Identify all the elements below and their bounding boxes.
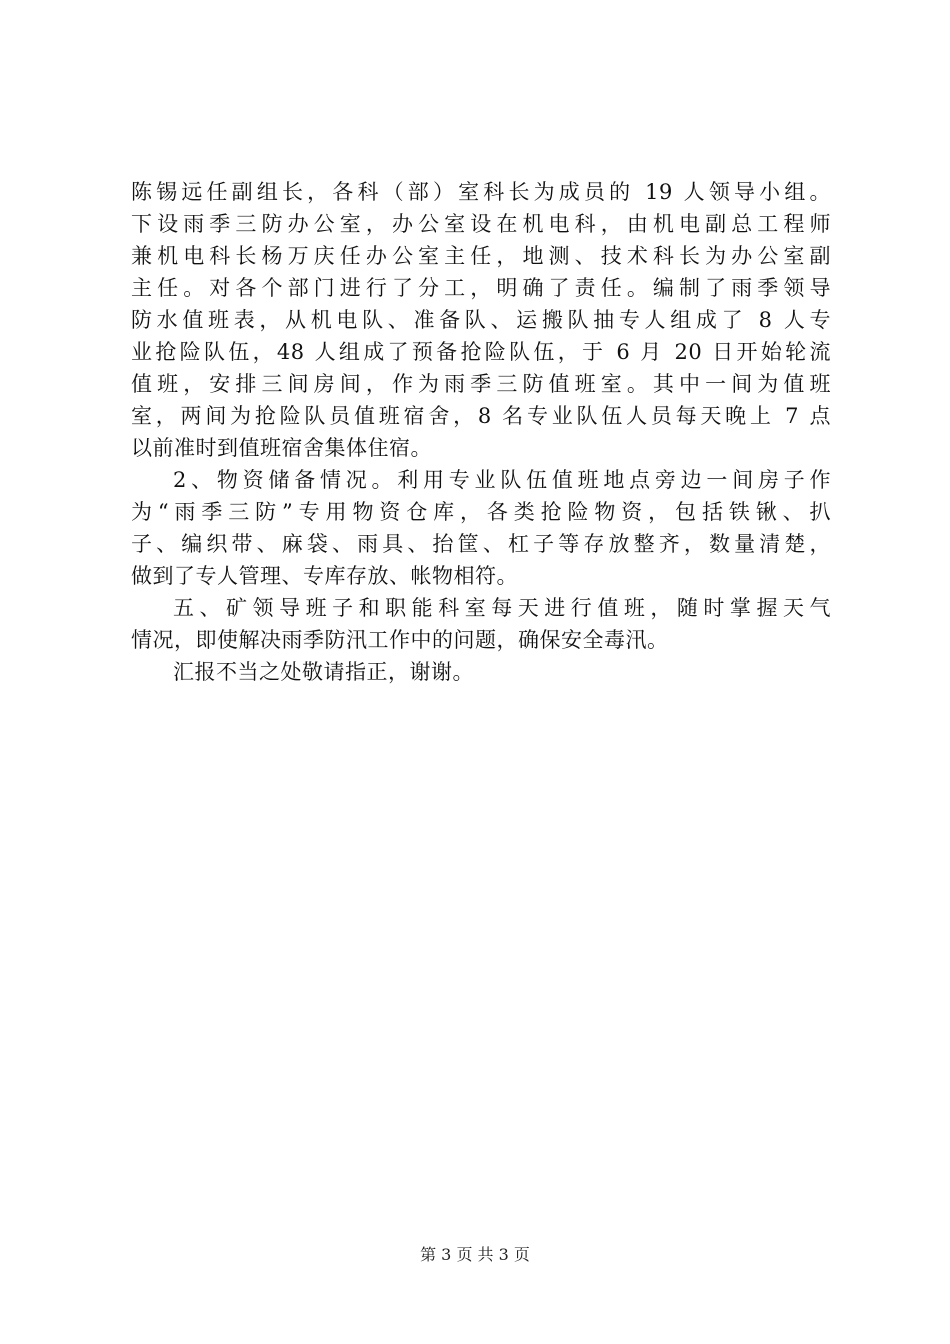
text-line: 情况，即使解决雨季防汛工作中的问题，确保安全毒汛。 [131, 628, 669, 652]
paragraph-start-line: 2、物资储备情况。利用专业队伍值班地点旁边一间房子作 [173, 468, 831, 492]
text-line: 主任。对各个部门进行了分工，明确了责任。编制了雨季领导 [131, 276, 831, 300]
text-line: 防水值班表，从机电队、准备队、运搬队抽专人组成了 8 人专 [131, 308, 831, 332]
text-line: 陈锡远任副组长，各科（部）室科长为成员的 19 人领导小组。 [131, 180, 831, 204]
text-line: 以前准时到值班宿舍集体住宿。 [131, 436, 432, 460]
text-line: 子、编织带、麻袋、雨具、抬筐、杠子等存放整齐，数量清楚， [131, 532, 831, 556]
text-line: 兼机电科长杨万庆任办公室主任，地测、技术科长为办公室副 [131, 244, 831, 268]
text-line: 值班，安排三间房间，作为雨季三防值班室。其中一间为值班 [131, 372, 831, 396]
text-line: 业抢险队伍，48 人组成了预备抢险队伍，于 6 月 20 日开始轮流 [131, 340, 831, 364]
text-line: 做到了专人管理、专库存放、帐物相符。 [131, 564, 518, 588]
paragraph-start-line: 汇报不当之处敬请指正，谢谢。 [173, 660, 474, 684]
page-number-footer: 第 3 页 共 3 页 [420, 1245, 530, 1264]
document-body [131, 176, 831, 688]
text-line: 室，两间为抢险队员值班宿舍，8 名专业队伍人员每天晚上 7 点 [131, 404, 831, 428]
text-line: 下设雨季三防办公室，办公室设在机电科，由机电副总工程师 [131, 212, 831, 236]
paragraph-start-line: 五、矿领导班子和职能科室每天进行值班，随时掌握天气 [173, 596, 831, 620]
text-line: 为“雨季三防”专用物资仓库，各类抢险物资，包括铁锹、扒 [131, 500, 831, 524]
